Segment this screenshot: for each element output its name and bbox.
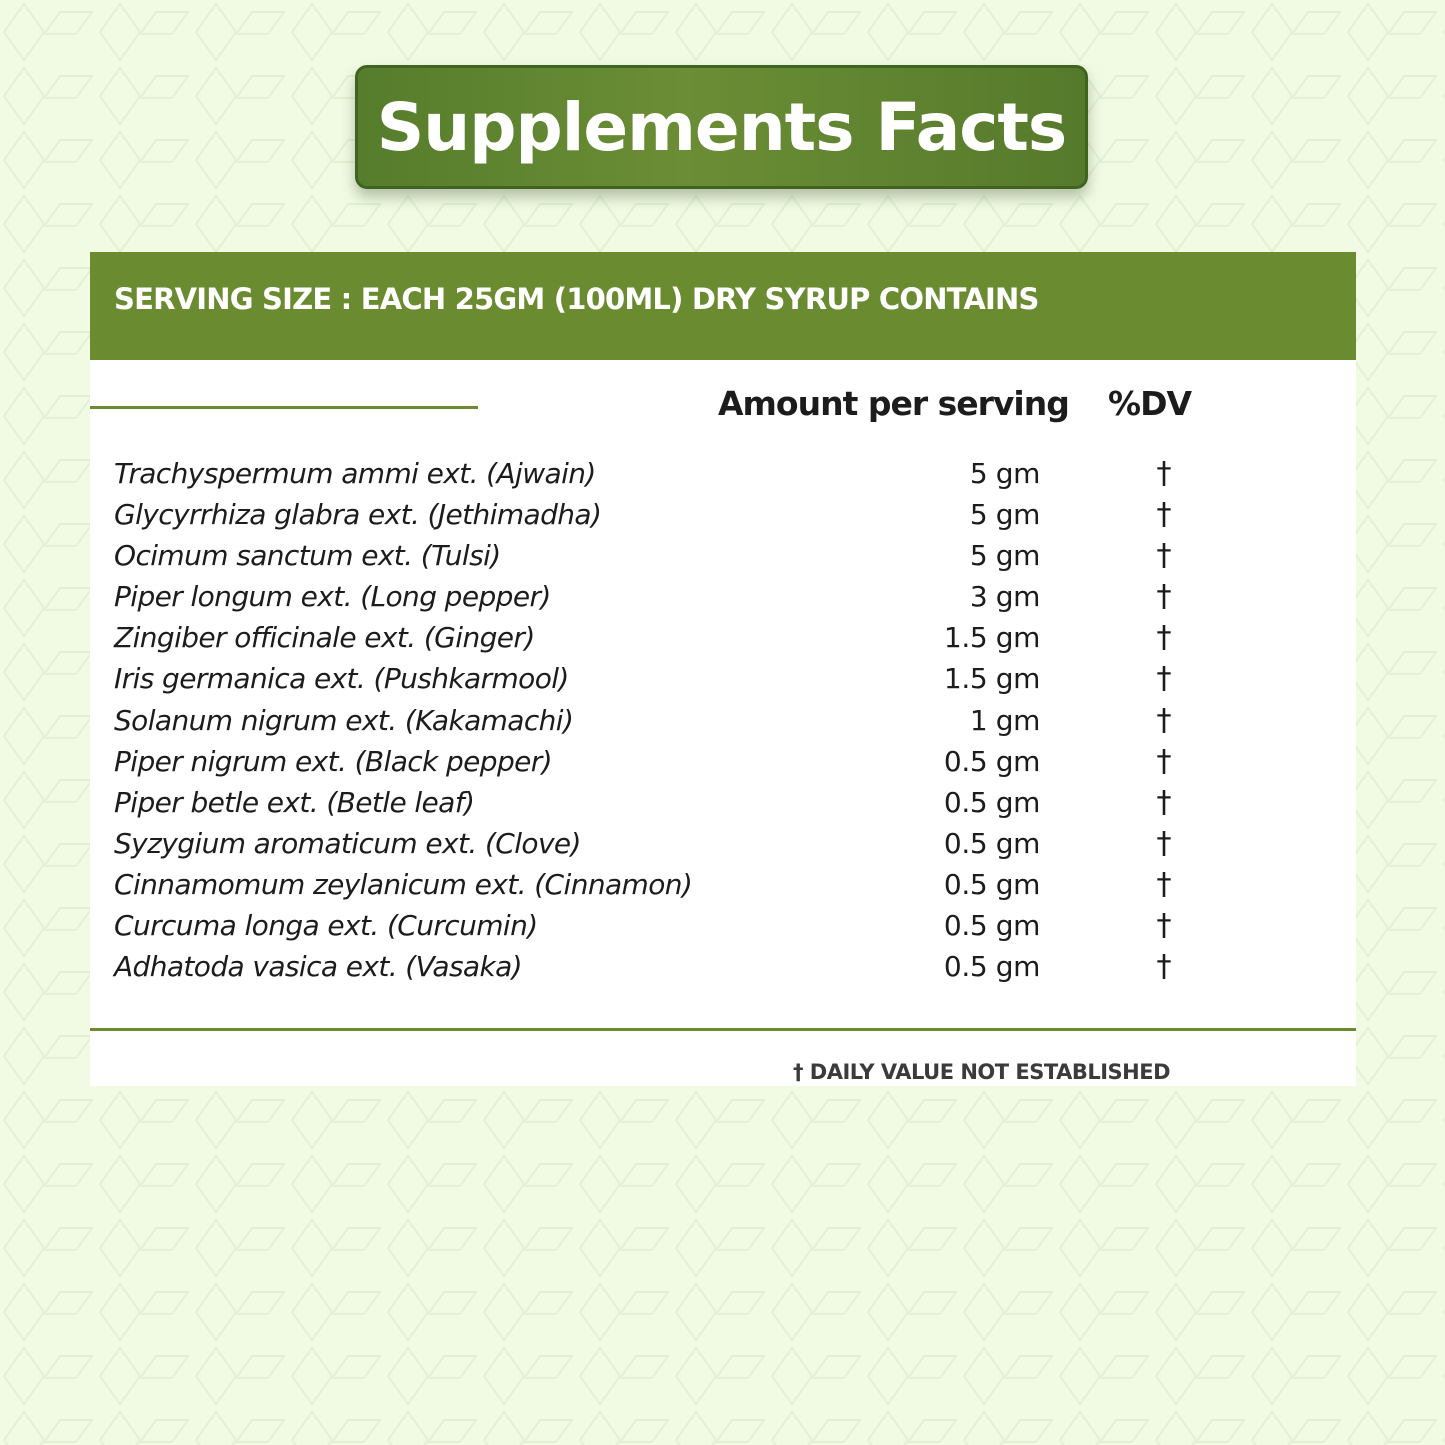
- header-divider: [90, 406, 478, 409]
- ingredient-dv: †: [1156, 743, 1172, 779]
- ingredient-dv: †: [1156, 456, 1172, 491]
- ingredient-row: [90, 658, 1356, 699]
- ingredient-row: [90, 823, 1356, 864]
- ingredient-dv: †: [1156, 579, 1172, 615]
- ingredient-amount: 0.5 gm: [943, 785, 1040, 819]
- title-banner: [355, 65, 1088, 189]
- ingredient-name: Glycyrrhiza glabra ext. (Jethimadha): [114, 498, 602, 532]
- ingredient-dv: †: [1156, 949, 1172, 985]
- ingredient-amount: 0.5 gm: [943, 909, 1040, 943]
- ingredient-row: [90, 946, 1356, 987]
- ingredients-list: [90, 453, 1356, 987]
- ingredient-row: [90, 905, 1356, 946]
- ingredient-name: Curcuma longa ext. (Curcumin): [114, 909, 538, 943]
- ingredient-amount: 5 gm: [969, 457, 1040, 490]
- ingredient-name: Zingiber officinale ext. (Ginger): [114, 621, 535, 655]
- ingredient-row: [90, 864, 1356, 905]
- ingredient-name: Iris germanica ext. (Pushkarmool): [114, 662, 569, 696]
- ingredient-amount: 5 gm: [969, 498, 1040, 532]
- column-header-amount: Amount per serving: [718, 384, 1069, 423]
- ingredient-amount: 0.5 gm: [943, 826, 1040, 860]
- ingredient-row: [90, 535, 1356, 576]
- ingredient-dv: †: [1156, 538, 1172, 574]
- ingredient-amount: 1.5 gm: [943, 662, 1040, 696]
- ingredient-amount: 5 gm: [969, 539, 1040, 573]
- column-header-dv: %DV: [1108, 384, 1191, 423]
- ingredient-dv: †: [1156, 702, 1172, 738]
- ingredient-row: [90, 576, 1356, 617]
- ingredient-name: Adhatoda vasica ext. (Vasaka): [114, 950, 522, 984]
- ingredient-amount: 0.5 gm: [943, 867, 1040, 901]
- ingredient-name: Cinnamomum zeylanicum ext. (Cinnamon): [114, 867, 693, 901]
- ingredient-name: Syzygium aromaticum ext. (Clove): [114, 826, 581, 860]
- ingredient-amount: 0.5 gm: [943, 744, 1040, 778]
- ingredient-dv: †: [1156, 661, 1172, 697]
- ingredient-row: [90, 741, 1356, 782]
- serving-size-text: SERVING SIZE : EACH 25GM (100ML) DRY SYRUP CONTAINS: [114, 282, 1039, 316]
- ingredient-row: [90, 617, 1356, 658]
- ingredient-dv: †: [1156, 825, 1172, 861]
- ingredient-name: Piper betle ext. (Betle leaf): [114, 785, 475, 819]
- ingredient-amount: 0.5 gm: [943, 950, 1040, 984]
- ingredient-name: Trachyspermum ammi ext. (Ajwain): [114, 457, 596, 490]
- ingredient-dv: †: [1156, 497, 1172, 533]
- supplement-facts-panel: [90, 252, 1356, 1086]
- ingredient-amount: 1 gm: [969, 703, 1040, 737]
- ingredient-name: Ocimum sanctum ext. (Tulsi): [114, 539, 501, 573]
- page-title: Supplements Facts: [376, 88, 1067, 166]
- ingredient-row: [90, 700, 1356, 741]
- ingredient-name: Solanum nigrum ext. (Kakamachi): [114, 703, 574, 737]
- ingredient-amount: 1.5 gm: [943, 621, 1040, 655]
- ingredient-dv: †: [1156, 866, 1172, 902]
- footer-divider: [90, 1028, 1356, 1031]
- ingredient-dv: †: [1156, 620, 1172, 656]
- ingredient-row: [90, 494, 1356, 535]
- serving-size-bar: [90, 252, 1356, 360]
- ingredient-dv: †: [1156, 784, 1172, 820]
- ingredient-name: Piper nigrum ext. (Black pepper): [114, 744, 552, 778]
- ingredient-amount: 3 gm: [969, 580, 1040, 614]
- ingredient-row: [90, 453, 1356, 494]
- ingredient-dv: †: [1156, 908, 1172, 944]
- footnote-text: † DAILY VALUE NOT ESTABLISHED: [793, 1060, 1171, 1084]
- ingredient-name: Piper longum ext. (Long pepper): [114, 580, 551, 614]
- ingredient-row: [90, 782, 1356, 823]
